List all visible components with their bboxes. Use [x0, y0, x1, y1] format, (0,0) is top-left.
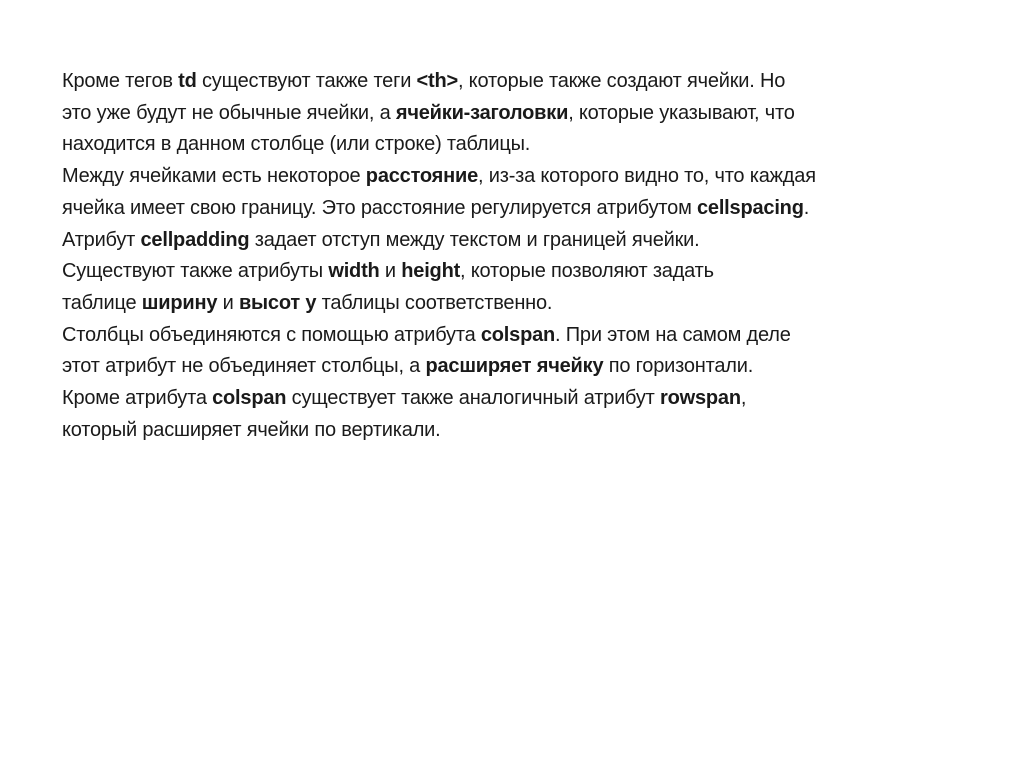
bold-term: td: [178, 70, 197, 92]
bold-term: colspan: [480, 323, 556, 346]
text-run: Между ячейками есть некоторое: [62, 165, 366, 188]
text-line: [62, 225, 982, 257]
text-run: .: [803, 196, 810, 219]
bold-term: cellpadding: [140, 228, 250, 251]
bold-term: rowspan: [660, 387, 741, 410]
text-run: таблице: [62, 291, 142, 314]
text-run: таблицы соответственно.: [316, 291, 553, 314]
text-run: . При этом на самом деле: [555, 323, 791, 346]
bold-term: расстояние: [365, 165, 479, 188]
bold-term: cellspacing: [696, 196, 804, 219]
text-run: ,: [740, 387, 747, 410]
slide-text-body: [62, 66, 982, 446]
text-line: [62, 415, 982, 447]
text-run: Существуют также атрибуты: [62, 260, 329, 283]
text-run: который расширяет ячейки по вертикали.: [62, 418, 441, 441]
text-run: , которые также создают ячейки. Но: [457, 70, 786, 92]
text-run: это уже будут не обычные ячейки, а: [62, 101, 396, 124]
text-line: [62, 98, 982, 130]
text-run: , которые позволяют задать: [460, 260, 714, 283]
bold-term: colspan: [212, 387, 287, 410]
text-run: Кроме тегов: [62, 70, 179, 92]
text-run: и: [217, 291, 239, 314]
text-line: [62, 66, 982, 98]
text-line: [62, 320, 982, 352]
text-run: ячейка имеет свою границу. Это расстояние регулируется атрибутом: [62, 196, 697, 219]
bold-term: расширяет ячейку: [425, 355, 604, 378]
text-run: , которые указывают, что: [568, 101, 795, 124]
bold-term: height: [401, 260, 461, 283]
bold-term: высот у: [238, 291, 317, 314]
text-line: [62, 161, 982, 193]
text-run: Атрибут: [62, 228, 141, 251]
text-line: [62, 383, 982, 415]
text-run: и: [379, 260, 402, 283]
text-line: [62, 256, 982, 288]
text-line: [62, 129, 982, 161]
text-run: находится в данном столбце (или строке) таблицы.: [62, 133, 531, 156]
text-run: существуют также теги: [196, 70, 417, 92]
text-run: существует также аналогичный атрибут: [286, 387, 660, 410]
bold-term: ячейки-заголовки: [395, 101, 569, 124]
bold-term: width: [328, 260, 380, 283]
text-line: [62, 351, 982, 383]
text-line: [62, 288, 982, 320]
bold-term: <th>: [416, 70, 458, 92]
text-line: [62, 193, 982, 225]
text-run: этот атрибут не объединяет столбцы, а: [62, 355, 426, 378]
text-run: , из-за которого видно то, что каждая: [478, 165, 816, 188]
text-run: задает отступ между текстом и границей ячейки.: [249, 228, 700, 251]
bold-term: ширину: [141, 291, 218, 314]
text-run: по горизонтали.: [603, 355, 754, 378]
text-run: Кроме атрибута: [62, 387, 213, 410]
text-run: Столбцы объединяются с помощью атрибута: [62, 323, 481, 346]
